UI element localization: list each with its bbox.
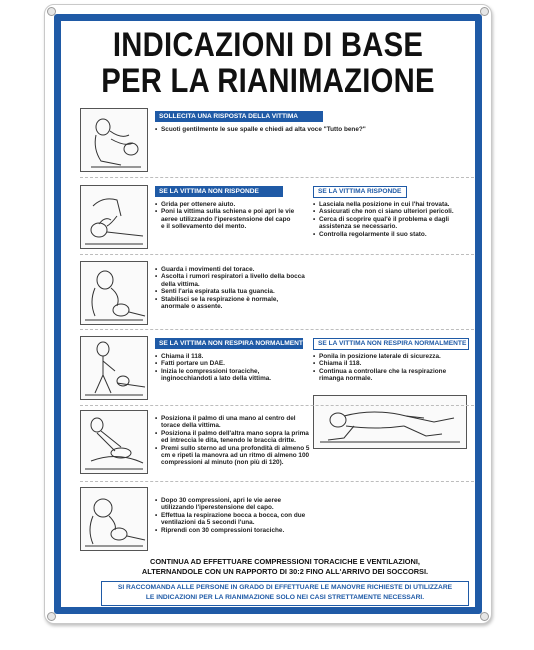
list-item: • Ponila in posizione laterale di sicurezza. [313,353,463,360]
list-recovery-position [313,353,463,383]
section-header-elicit-response: SOLLECITA UNA RISPOSTA DELLA VITTIMA [155,111,323,122]
list-item: • Assicurati che non ci siano ulteriori pericoli. [313,208,463,215]
list-item: • Chiama il 118. [155,353,305,360]
illustration-open-airway [80,185,148,249]
list-check-breathing [155,266,305,310]
list-hand-position [155,415,315,467]
title-line-1: INDICAZIONI DI BASE [112,26,424,64]
bottom-instruction-line-1: CONTINUA AD EFFETTUARE COMPRESSIONI TORACICHE E VENTILAZIONI, [150,557,420,566]
list-item: • Ascolta i rumori respiratori a livello della bocca della vittima. [155,273,305,288]
recommendation-note [101,581,469,606]
list-item: • Riprendi con 30 compressioni toraciche. [155,527,315,534]
list-item: • Premi sullo sterno ad una profondità di almeno 5 cm e ripeti la manovra ad un ritmo di almeno 100 compressioni al minuto (non più di 120). [155,445,315,467]
list-item: • Inizia le compressioni toraciche, inginocchiandoti a lato della vittima. [155,368,305,383]
list-not-breathing [155,353,305,383]
list-item: • Dopo 30 compressioni, apri le vie aeree utilizzando l'iperestensione del capo. [155,497,315,512]
list-item: • Fatti portare un DAE. [155,360,305,367]
illustration-shake-shoulders [80,108,148,172]
note-line-2: LE INDICAZIONI PER LA RIANIMAZIONE SOLO NEI CASI STRETTAMENTE NECESSARI. [145,593,425,601]
list-item: • Scuoti gentilmente le sue spalle e chiedi ad alta voce "Tutto bene?" [155,126,455,133]
section-header-no-response: SE LA VITTIMA NON RISPONDE [155,186,283,197]
list-item: • Grida per ottenere aiuto. [155,201,295,208]
section-header-not-breathing: SE LA VITTIMA NON RESPIRA NORMALMENTE [155,338,303,349]
illustration-call-for-help [80,336,148,400]
list-rescue-breaths [155,497,315,534]
list-item: • Senti l'aria espirata sulla tua guancia. [155,288,305,295]
list-item: • Guarda i movimenti del torace. [155,266,305,273]
illustration-recovery-position [313,395,467,449]
section-divider [80,329,474,330]
bottom-instruction-line-2: ALTERNANDOLE CON UN RAPPORTO DI 30:2 FINO ALL'ARRIVO DEI SOCCORSI. [141,567,429,576]
list-item: • Effettua la respirazione bocca a bocca, con due ventilazioni da 5 secondi l'una. [155,512,315,527]
section-divider [80,177,474,178]
safety-sign [44,4,492,624]
list-item: • Continua a controllare che la respirazione rimanga normale. [313,368,463,383]
list-item: • Cerca di scoprire qual'è il problema e dagli assistenza se necessario. [313,216,463,231]
section-header-not-breathing-normally: SE LA VITTIMA NON RESPIRA NORMALMENTE [313,338,469,350]
list-no-response [155,201,295,231]
title-line-2: PER LA RIANIMAZIONE [101,62,435,100]
list-responds [313,201,463,238]
section-divider [80,254,474,255]
illustration-chest-compressions [80,410,148,474]
section-divider [80,405,474,406]
section-header-responds: SE LA VITTIMA RISPONDE [313,186,407,198]
section-divider [80,481,474,482]
list-item: • Poni la vittima sulla schiena e poi apri le vie aeree utilizzando l'iperestensione del capo e il sollevamento del mento. [155,208,295,230]
note-line-1: SI RACCOMANDA ALLE PERSONE IN GRADO DI EFFETTUARE LE MANOVRE RICHIESTE DI UTILIZZARE [117,584,453,591]
list-item: • Controlla regolarmente il suo stato. [313,231,463,238]
illustration-rescue-breaths [80,487,148,551]
list-elicit-response [155,126,455,133]
list-item: • Chiama il 118. [313,360,463,367]
list-item: • Stabilisci se la respirazione è normale, anormale o assente. [155,296,305,311]
list-item: • Lasciala nella posizione in cui l'hai trovata. [313,201,463,208]
illustration-check-breathing [80,261,148,325]
list-item: • Posiziona il palmo di una mano al centro del torace della vittima. [155,415,315,430]
mount-hole-bottom-right [480,612,489,621]
list-item: • Posiziona il palmo dell'altra mano sopra la prima ed intreccia le dita, tenendo le braccia dritte. [155,430,315,445]
